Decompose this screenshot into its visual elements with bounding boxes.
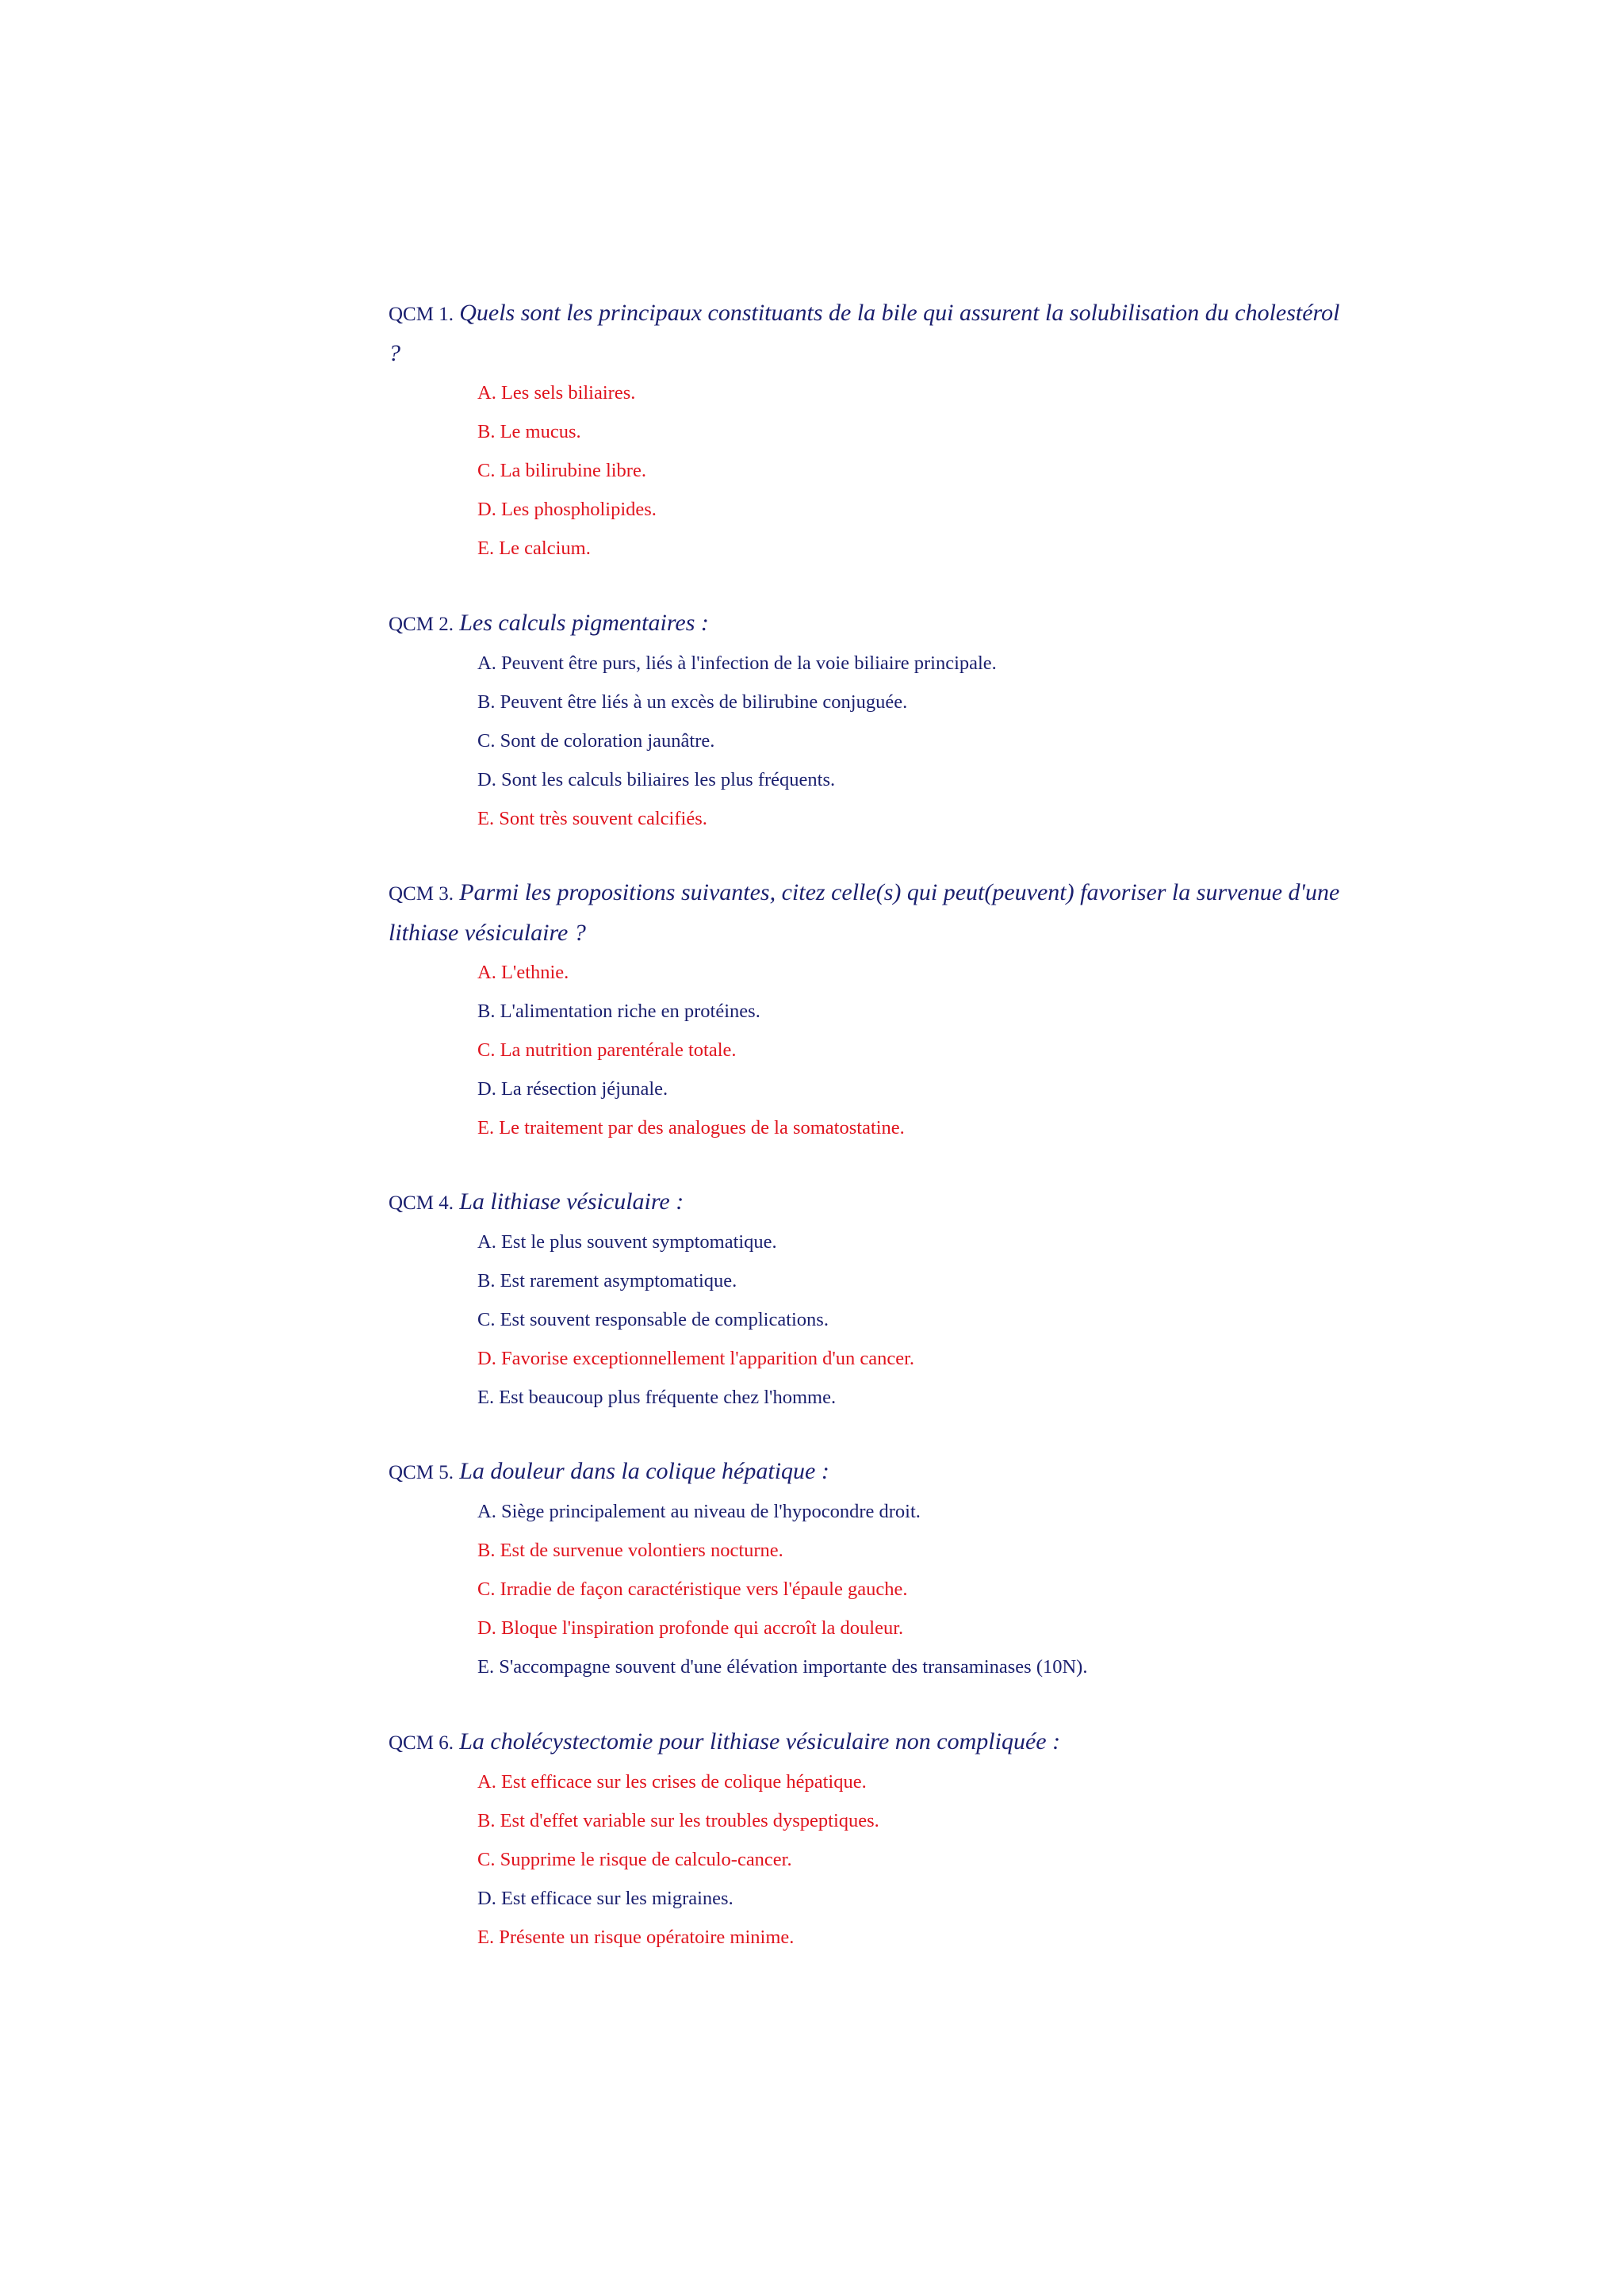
answer-list	[389, 644, 1340, 838]
question-title	[389, 293, 1340, 373]
answer-option: E. Le traitement par des analogues de la somatostatine.	[477, 1117, 905, 1138]
question-5	[389, 1452, 1340, 1686]
answer-option: A. L'ethnie.	[477, 962, 569, 983]
answer-list	[389, 1762, 1340, 1957]
question-6	[389, 1722, 1340, 1957]
answer-option: A. Les sels biliaires.	[477, 382, 636, 404]
question-title	[389, 1182, 1340, 1223]
answer-option: B. Est d'effet variable sur les troubles dyspeptiques.	[477, 1810, 879, 1831]
answer-option: B. Est de survenue volontiers nocturne.	[477, 1540, 783, 1561]
answer-option: D. Sont les calculs biliaires les plus fréquents.	[477, 769, 836, 790]
question-text: La cholécystectomie pour lithiase vésiculaire non compliquée :	[459, 1728, 1061, 1755]
question-title	[389, 1452, 1340, 1492]
question-number: QCM 3.	[389, 883, 454, 905]
answer-option: B. L'alimentation riche en protéines.	[477, 1001, 760, 1022]
answer-option: E. Est beaucoup plus fréquente chez l'homme.	[477, 1387, 837, 1408]
answer-option: D. Est efficace sur les migraines.	[477, 1888, 733, 1909]
answer-option: B. Le mucus.	[477, 421, 581, 442]
answer-option: A. Est efficace sur les crises de colique hépatique.	[477, 1771, 867, 1793]
question-1	[389, 293, 1340, 568]
answer-option: D. Les phospholipides.	[477, 499, 657, 520]
question-text: Parmi les propositions suivantes, citez celle(s) qui peut(peuvent) favoriser la survenue d'une lithiase vésiculaire ?	[389, 879, 1340, 946]
answer-option: E. Présente un risque opératoire minime.	[477, 1927, 795, 1948]
answer-list	[389, 953, 1340, 1147]
question-number: QCM 5.	[389, 1462, 454, 1483]
answer-option: C. La nutrition parentérale totale.	[477, 1039, 737, 1061]
answer-option: E. S'accompagne souvent d'une élévation importante des transaminases (10N).	[477, 1656, 1088, 1678]
answer-option: C. Est souvent responsable de complications.	[477, 1309, 829, 1330]
answer-option: A. Est le plus souvent symptomatique.	[477, 1231, 777, 1253]
question-title	[389, 603, 1340, 644]
question-number: QCM 6.	[389, 1732, 454, 1754]
answer-option: C. Sont de coloration jaunâtre.	[477, 730, 715, 752]
question-number: QCM 2.	[389, 614, 454, 635]
question-text: Quels sont les principaux constituants de la bile qui assurent la solubilisation du cholestérol ?	[389, 300, 1340, 366]
question-title	[389, 1722, 1340, 1762]
answer-list	[389, 1492, 1340, 1686]
answer-option: C. La bilirubine libre.	[477, 460, 646, 481]
answer-option: D. Favorise exceptionnellement l'apparition d'un cancer.	[477, 1348, 915, 1369]
answer-list	[389, 373, 1340, 568]
question-number: QCM 1.	[389, 304, 454, 325]
answer-option: A. Peuvent être purs, liés à l'infection de la voie biliaire principale.	[477, 652, 997, 674]
answer-option: B. Est rarement asymptomatique.	[477, 1270, 737, 1292]
question-text: Les calculs pigmentaires :	[459, 610, 709, 636]
question-number: QCM 4.	[389, 1192, 454, 1214]
question-3	[389, 873, 1340, 1147]
question-2	[389, 603, 1340, 838]
answer-list	[389, 1223, 1340, 1417]
answer-option: C. Supprime le risque de calculo-cancer.	[477, 1849, 792, 1870]
question-text: La douleur dans la colique hépatique :	[459, 1458, 829, 1484]
answer-option: D. La résection jéjunale.	[477, 1078, 668, 1100]
question-text: La lithiase vésiculaire :	[459, 1188, 684, 1215]
question-title	[389, 873, 1340, 953]
answer-option: D. Bloque l'inspiration profonde qui accroît la douleur.	[477, 1617, 904, 1639]
answer-option: C. Irradie de façon caractéristique vers l'épaule gauche.	[477, 1578, 908, 1600]
answer-option: E. Sont très souvent calcifiés.	[477, 808, 707, 829]
answer-option: A. Siège principalement au niveau de l'hypocondre droit.	[477, 1501, 921, 1522]
answer-option: E. Le calcium.	[477, 538, 591, 559]
question-4	[389, 1182, 1340, 1417]
answer-option: B. Peuvent être liés à un excès de bilirubine conjuguée.	[477, 691, 908, 713]
